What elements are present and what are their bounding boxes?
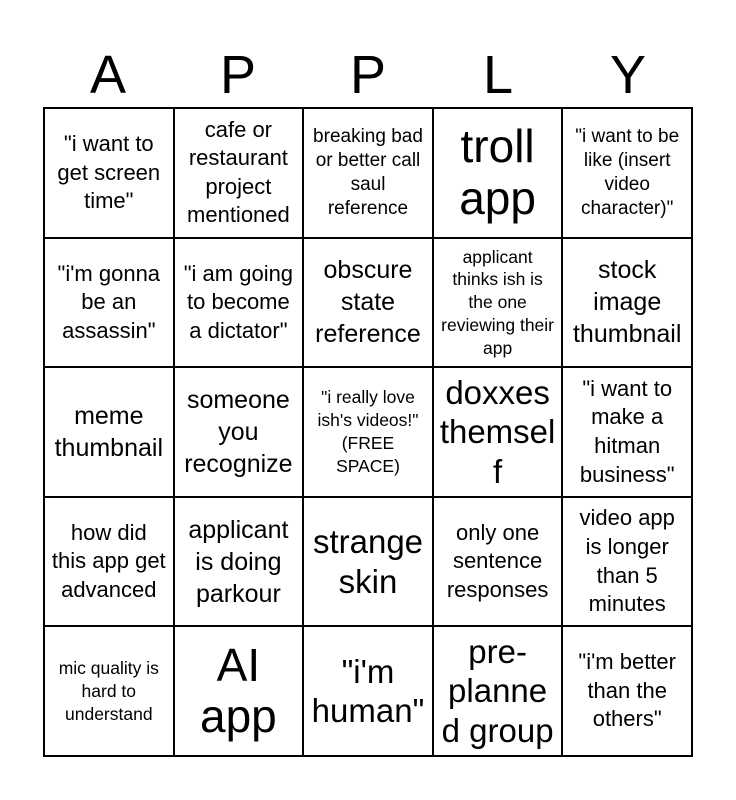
bingo-cell-text: strange skin xyxy=(312,523,424,600)
bingo-cell xyxy=(433,108,563,238)
header-letter-p: P xyxy=(349,45,387,105)
bingo-cell-text: troll app xyxy=(459,120,536,224)
bingo-cell xyxy=(303,497,433,627)
bingo-cell-text: "i'm better than the others" xyxy=(578,649,676,732)
bingo-cell-text: meme thumbnail xyxy=(54,401,163,462)
bingo-cell-text: applicant thinks ish is the one reviewing their app xyxy=(441,246,554,358)
bingo-cell-text: breaking bad or better call saul reference xyxy=(313,126,423,219)
header-letter-a: A xyxy=(89,45,127,105)
bingo-cell xyxy=(562,497,692,627)
bingo-cell-text: applicant is doing parkour xyxy=(188,515,289,608)
bingo-cell xyxy=(44,108,174,238)
bingo-cell-text: "i want to get screen time" xyxy=(57,130,161,214)
bingo-cell xyxy=(562,108,692,238)
bingo-cell-text: someone you recognize xyxy=(184,385,293,478)
bingo-cell-text: "i am going to become a dictator" xyxy=(183,260,294,343)
bingo-cell-text: mic quality is hard to understand xyxy=(58,658,159,724)
bingo-cell xyxy=(433,367,563,497)
bingo-cell-text: "i'm gonna be an assassin" xyxy=(57,260,161,343)
bingo-cell xyxy=(44,497,174,627)
bingo-cell xyxy=(562,238,692,368)
bingo-cell xyxy=(174,626,304,756)
bingo-cell-text: cafe or restaurant project mentioned xyxy=(187,116,290,228)
bingo-cell xyxy=(433,238,563,368)
bingo-cell xyxy=(303,626,433,756)
bingo-cell xyxy=(303,238,433,368)
bingo-cell xyxy=(562,367,692,497)
header-letter-y: Y xyxy=(609,45,647,105)
bingo-header xyxy=(43,42,693,108)
bingo-free-space xyxy=(303,367,433,497)
bingo-cell xyxy=(174,367,304,497)
bingo-cell xyxy=(174,497,304,627)
bingo-cell-text: "i'm human" xyxy=(311,652,425,730)
bingo-cell xyxy=(433,626,563,756)
bingo-cell-text: only one sentence responses xyxy=(446,519,549,602)
header-letter-p: P xyxy=(219,45,257,105)
bingo-cell xyxy=(44,367,174,497)
bingo-cell xyxy=(174,108,304,238)
bingo-cell xyxy=(433,497,563,627)
header-letter-l: L xyxy=(482,45,514,105)
bingo-cell xyxy=(44,626,174,756)
bingo-cell-text: "i want to be like (insert video character)" xyxy=(575,126,680,219)
bingo-cell xyxy=(44,238,174,368)
bingo-cell-text: obscure state reference xyxy=(315,256,421,349)
bingo-cell-text: stock image thumbnail xyxy=(572,256,682,349)
bingo-grid xyxy=(43,107,693,757)
bingo-cell-text: pre-planned group xyxy=(441,632,554,749)
bingo-cell-text: "i want to make a hitman business" xyxy=(579,375,675,487)
bingo-cell-text: AI app xyxy=(200,638,277,743)
bingo-cell-text: "i really love ish's videos!" (FREE SPACE) xyxy=(317,387,419,476)
bingo-cell xyxy=(562,626,692,756)
bingo-cell-text: how did this app get advanced xyxy=(51,519,166,602)
bingo-cell-text: doxxes themself xyxy=(439,373,556,490)
bingo-cell-text: video app is longer than 5 minutes xyxy=(579,505,675,617)
bingo-cell xyxy=(303,108,433,238)
bingo-cell xyxy=(174,238,304,368)
